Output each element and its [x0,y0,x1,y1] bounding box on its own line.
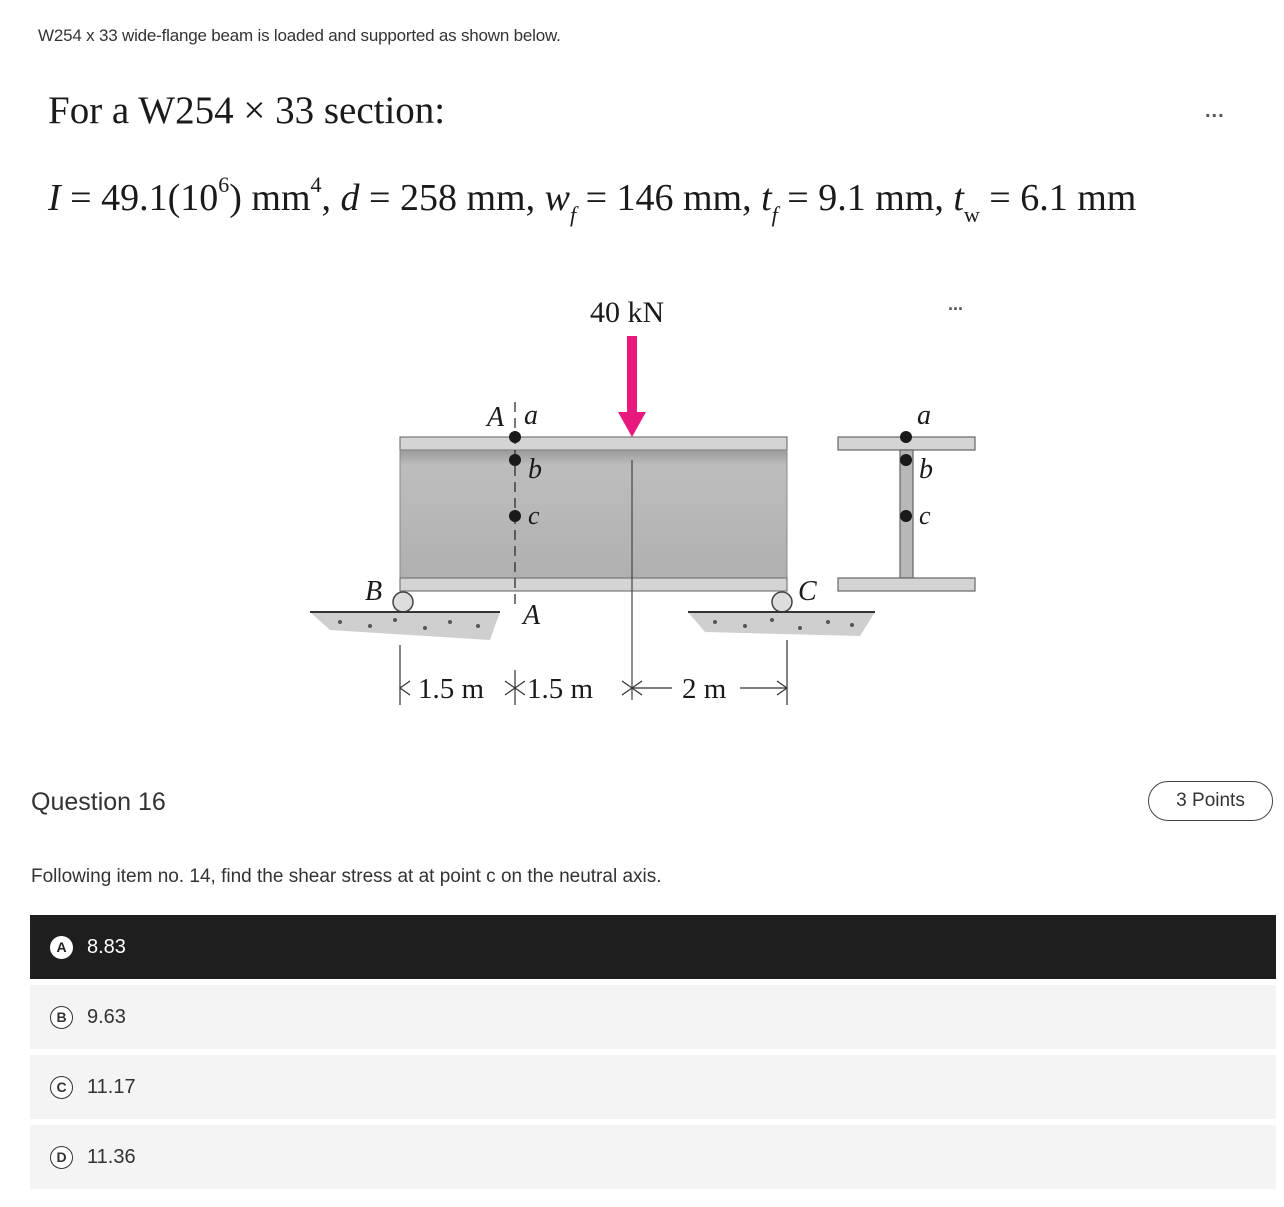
point-a-label: a [524,400,538,431]
option-letter-b: B [50,1006,73,1029]
option-d[interactable] [30,1125,1276,1189]
prop-i-label: I [48,177,61,219]
section-cut-label-bottom: A [523,600,541,631]
support-b-roller-icon [393,592,413,612]
option-value-c: 11.17 [87,1075,136,1098]
beam-top-flange [400,437,787,450]
point-a-marker [509,431,521,443]
answer-options [30,915,1276,1195]
option-letter-a: A [50,936,73,959]
section-point-c-label: c [919,501,931,530]
load-label: 40 kN [590,296,665,329]
prop-d-value: = 258 mm, [359,177,545,219]
prop-tf-label: t [761,177,772,219]
prop-tf-sub: f [771,202,778,227]
cross-section [838,431,975,591]
point-b-marker [509,454,521,466]
points-badge: 3 Points [1148,781,1273,821]
prop-tw-sub: w [963,202,980,227]
option-c[interactable] [30,1055,1276,1119]
option-letter-d: D [50,1146,73,1169]
option-value-d: 11.36 [87,1145,136,1168]
prop-tw-label: t [953,177,964,219]
point-b-label: b [528,454,542,485]
figure-heading: For a W254 × 33 section: [48,89,446,132]
option-b[interactable] [30,985,1276,1049]
dimension-1: 1.5 m [418,673,485,705]
more-options-icon[interactable]: ... [1205,100,1225,122]
more-options-icon-2[interactable]: ... [948,294,964,314]
ground-left [310,612,500,640]
support-b-label: B [365,576,383,607]
prop-i-exp: 6 [218,172,230,197]
prop-tw-value: = 6.1 mm [979,177,1137,219]
prop-tf-value: = 9.1 mm, [777,177,954,219]
point-c-label: c [528,501,540,530]
prop-i-value: = 49.1(10 [60,177,219,219]
option-letter-c: C [50,1076,73,1099]
point-c-marker [509,510,521,522]
dimension-2: 1.5 m [527,673,594,705]
beam-web [400,450,787,578]
support-c-roller-icon [772,592,792,612]
ground-right [688,612,875,636]
prop-i-unit: ) mm [229,177,311,219]
option-a[interactable] [30,915,1276,979]
support-c-label: C [798,576,817,607]
section-point-a-label: a [917,400,931,431]
intro-text: W254 x 33 wide-flange beam is loaded and supported as shown below. [38,26,561,45]
prop-wf-sub: f [569,202,577,227]
load-arrow-icon [618,336,646,437]
option-value-b: 9.63 [87,1005,126,1028]
prop-wf-label: w [544,177,570,219]
prop-i-unit-exp: 4 [310,172,322,197]
section-point-b-label: b [919,454,933,485]
beam-bottom-flange [400,578,787,591]
beam-diagram [300,280,1000,720]
dimension-3: 2 m [682,673,727,705]
option-value-a: 8.83 [87,935,126,958]
question-title: Question 16 [31,788,166,816]
prop-wf-value: = 146 mm, [576,177,762,219]
question-text: Following item no. 14, find the shear stress at at point c on the neutral axis. [31,866,662,887]
section-properties: $I = 49.1(10^6)$ $mm^4$, d = 258 mm, $w_f = 146$ mm, $t_f = 9.1$ mm, $t_w = 6.1$ mm [48,172,1137,227]
prop-d-label: d [340,177,360,219]
section-cut-label-top: A [487,402,505,433]
